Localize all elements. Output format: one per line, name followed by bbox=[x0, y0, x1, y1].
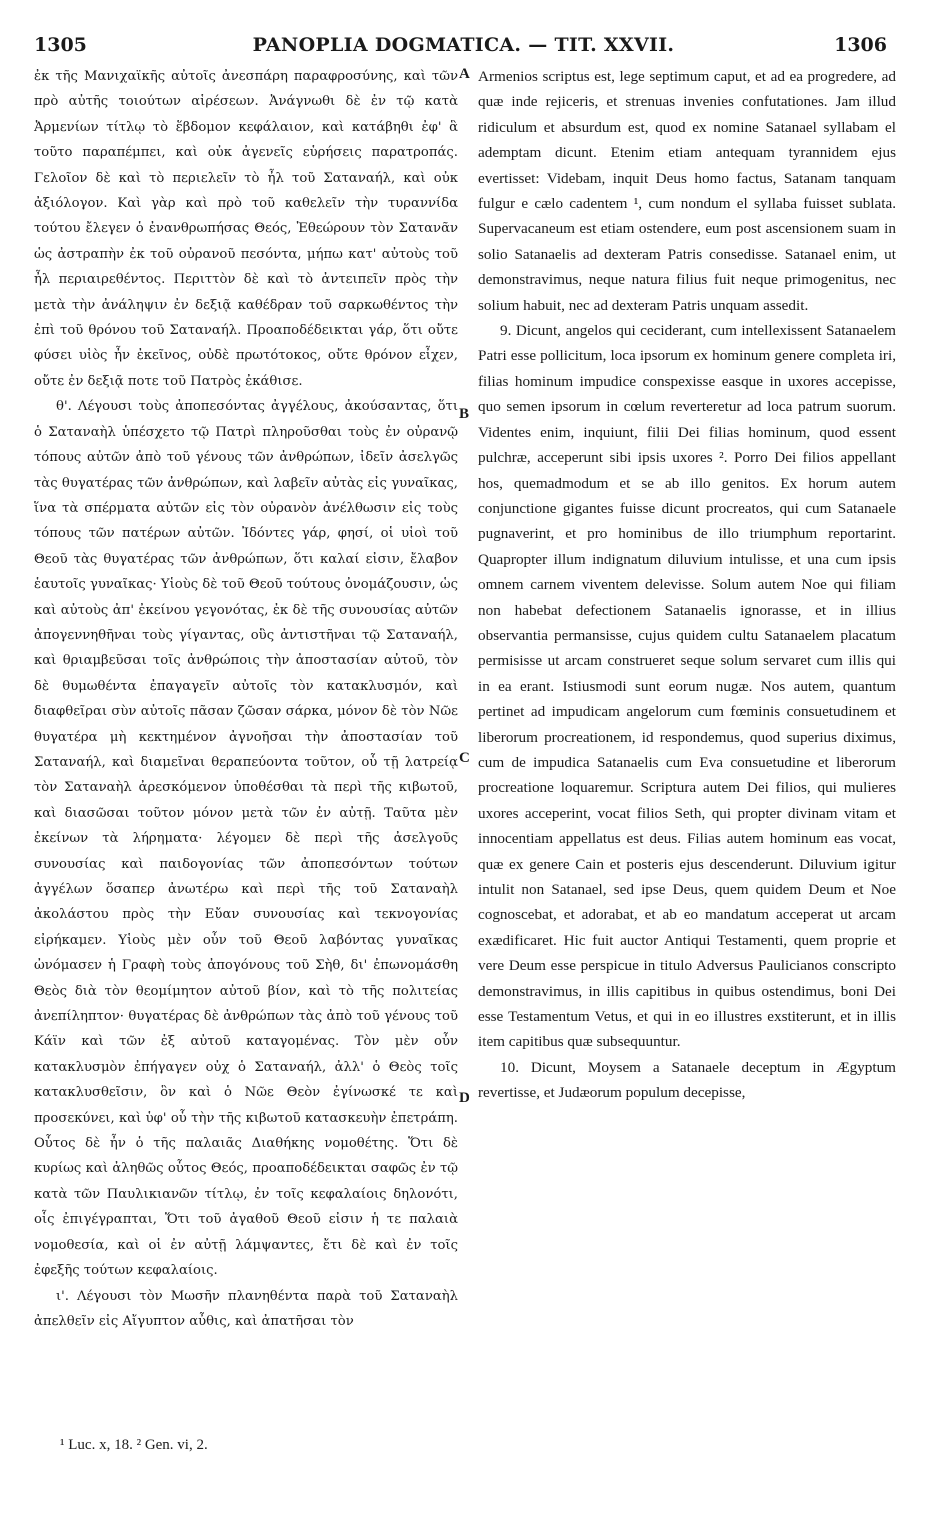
greek-paragraph-9: θ'. Λέγουσι τοὺς ἀποπεσόντας ἀγγέλους, ἀκούσαντας, ὅτι ὁ Σαταναὴλ ὑπέσχετο τῷ Πατρὶ πληροῦσθαι τοὺς ἐν οὐρανῷ τόπους αὐτῶν ἀπὸ τοῦ γένους τῶν ἀνθρώπων, ἰδεῖν ἀσελγῶς τὰς θυγατέρας τῶν ἀνθρώπων, καὶ λαβεῖν αὐτὰς εἰς γυναῖκας, ἵνα τὰ σπέρματα αὐτῶν εἰς τὸν οὐρανὸν ἀνέλθωσιν εἰς τοὺς τόπους τῶν πατέρων αὐτῶν. Ἰδόντες γάρ, φησί, οἱ υἱοὶ τοῦ Θεοῦ τὰς θυγατέρας τῶν ἀνθρώπων, ὅτι καλαί εἰσιν, ἔλαβον ἑαυτοῖς γυναῖκας· Υἱοὺς δὲ τοῦ Θεοῦ τούτους ὀνομάζουσιν, ὡς καὶ αὐτοὺς ἀπ' ἐκείνου γεγονότας, ἐκ δὲ τῆς συνουσίας αὐτῶν ἀπογεννηθῆναι τοὺς γίγαντας, οὓς ἀντιστῆναι τῷ Σαταναήλ, καὶ θριαμβεῦσαι τοῖς ἀνθρώποις τὴν ἀποστασίαν αὐτοῦ, τὸν δὲ θυμωθέντα ἐπαγαγεῖν αὐτοῖς τὸν κατακλυσμόν, καὶ διαφθεῖραι σὺν αὐτοῖς πᾶσαν ζῶσαν σάρκα, μόνον δὲ τὸν Νῶε θυγατέρα μὴ κεκτημένον ἀγνοῆσαι τὴν ἀποστασίαν τοῦ Σαταναήλ, καὶ διαμεῖναι θεραπεύοντα τοῦτον, οὗ τῇ λατρείᾳ τὸν Σαταναὴλ ἀρεσκόμενον ὑποθέσθαι τὰ περὶ τῆς κιβωτοῦ, καὶ διασῶσαι τοῦτον μόνον μετὰ τῶν ἐν αὐτῇ. Ταῦτα μὲν ἐκείνων τὰ λήρηματα· λέγομεν δὲ περὶ τῆς ἀσελγοῦς συνουσίας καὶ παιδογονίας τῶν ἀποπεσόντων τούτων ἀγγέλων ὅσαπερ ἀνωτέρω καὶ περὶ τῆς τοῦ Σαταναὴλ ἀκολάστου πρὸς τὴν Εὔαν συνουσίας καὶ τεκνογονίας εἰρήκαμεν. Υἱοὺς μὲν οὖν τοῦ Θεοῦ λαβόντας γυναῖκας ὠνόμασεν ἡ Γραφὴ τοὺς ἀπογόνους τοῦ Σὴθ, δι' ἐπωνομάσθη Θεὸς διὰ τὸν θεομίμητον αὐτοῦ βίον, καὶ τὸ τῆς πολιτείας ἀνεπίληπτον· θυγατέρας δὲ ἀνθρώπων τὰς ἀπὸ τοῦ γένους τοῦ Κάϊν καὶ τῶν ἐξ αὐτοῦ καταγομένας. Τὸν μὲν οὖν κατακλυσμὸν ἐπήγαγεν οὐχ ὁ Σαταναήλ, ἀλλ' ὁ Θεὸς τοῖς κατακλυσθεῖσιν, ὃν καὶ ὁ Νῶε Θεὸν ἐγίνωσκέ τε καὶ προσεκύνει, καὶ ὑφ' οὗ τὴν τῆς κιβωτοῦ κατασκευὴν ἐπετράπη. Οὗτος δὲ ἦν ὁ τῆς παλαιᾶς Διαθήκης νομοθέτης. Ὅτι δὲ κυρίως καὶ ἀληθῶς οὗτος Θεός, προαποδέδεικται σαφῶς ἐν τῷ κατὰ τῶν Παυλικιανῶν τίτλῳ, ἐν τοῖς κεφαλαίοις δηλονότι, οἷς ἐπιγέγραπται, Ὅτι τοῦ ἀγαθοῦ Θεοῦ εἰσιν ἡ τε παλαιὰ νομοθεσία, καὶ οἱ ἐν αὐτῇ λάμψαντες, ἔτι δὲ καὶ ἐν τοῖς ἐφεξῆς τούτων κεφαλαίοις. bbox=[34, 399, 459, 1279]
latin-column bbox=[478, 64, 896, 1106]
latin-paragraph-8: Armenios scriptus est, lege septimum caput, et ad ea progredere, ad quæ inde rejiceris, et strenuas invenies confutationes. Jam illud ridiculum et absurdum est, quod ex nomine Satanael syllabam el ademptam dicunt. Etenim etiam antequam tyrannidem ejus evertisset: Videbam, inquit Deus homo factus, Satanam tanquam fulgur e cælo cadentem ¹, cum nondum el syllaba fuisset sublata. Supervacaneum est etiam ostendere, eum post ascensionem suam in solio Satanaelis ad dexteram Patris consedisse. Satanael enim, ut demonstravimus, neque natura filius fuit neque primogenitus, nec solium habuit, nec ad dexteram Patris unquam assedit. bbox=[478, 68, 896, 314]
margin-marker-c: C bbox=[459, 750, 470, 766]
margin-marker-b: B bbox=[459, 406, 470, 422]
margin-marker-d: D bbox=[459, 1090, 470, 1106]
greek-column bbox=[34, 64, 458, 1334]
latin-paragraph-9: 9. Dicunt, angelos qui ceciderant, cum intellexissent Satanaelem Patri esse pollicitum, loca ipsorum ex hominum genere completa iri, filias hominum impudice conspexisse easque in uxores accepisse, quo semen ipsorum in cœlum reverteretur ad loca patrum suorum. Videntes enim, inquiunt, filii Dei filias hominum, quod essent pulchræ, acceperunt sibi ipsis uxores ². Porro Dei filios appellant hos, quemadmodum et se ab illo genitos. Ex horum autem conjunctione gigantes fuisse dicunt procreatos, qui cum Satanaele pugnaverint, et pro hominibus de illo triumphum reportarint. Quapropter illum indignatum diluvium intulisse, et una cum ipsis omnem carnem viventem delevisse. Solum autem Noe qui filiam non habebat defectionem Satanaelis ignorasse, et in illius observantia permansisse, cujus quidem cultu Satanaelem placatum permisisse ut arcam construeret seque solum servaret cum illis qui in ea erant. Istiusmodi sunt eorum nugæ. Nos autem, quantum pertinet ad impudicam angelorum cum fœminis consuetudinem et liberorum procreationem, id respondemus, quod superius diximus, cum de impudica Satanaelis cum Eva consuetudine et liberorum procreatione loquaremur. Scriptura autem Dei filios, qui mulieres uxores acceperint, vocat filios Seth, qui propter divinam vitam et innocentiam appellatus est deus. Filias autem hominum eas vocat, quæ ex genere Cain et posteris ejus descenderunt. Diluvium igitur intulit non Satanael, sed ipse Deus, quem quidem Deum et Noe cognoscebat, et adorabat, et ab eo mandatum acceperat ut arcam exædificaret. Hic fuit auctor Antiqui Testamenti, quem proprie et vere Deum esse perspicue in titulo Adversus Paulicianos conscripto demonstravimus, in illis capitibus in quibus ostendimus, boni Dei esse Testamentum Vetus, et qui in eo illustres exstiterunt, et in illis item capitibus quæ subsequuntur. bbox=[478, 322, 896, 1051]
latin-paragraph-10: 10. Dicunt, Moysem a Satanaele deceptum in Ægyptum revertisse, et Judæorum populum decepisse, bbox=[478, 1058, 896, 1102]
greek-paragraph-8: ἐκ τῆς Μανιχαϊκῆς αὐτοῖς ἀνεσπάρη παραφροσύνης, καὶ τῶν πρὸ αὐτῆς τοιούτων αἱρέσεων. Ἀνάγνωθι δὲ ἐν τῷ κατὰ Ἀρμενίων τίτλῳ τὸ ἕβδομον κεφάλαιον, καὶ κατάβηθι ἐφ' ἃ τοῦτο παραπέμπει, καὶ οὐκ ἀγενεῖς εὑρήσεις παρατροπάς. Γελοῖον δὲ καὶ τὸ περιελεῖν τὸ ἦλ τοῦ Σαταναήλ, καὶ οὐκ ἀξιόλογον. Καὶ γὰρ καὶ πρὸ τοῦ καθελεῖν τὴν τυραννίδα τούτου ἔλεγεν ὁ ἐνανθρωπήσας Θεός, Ἐθεώρουν τὸν Σατανᾶν ὡς ἀστραπὴν ἐκ τοῦ οὐρανοῦ πεσόντα, μήπω κατ' αὐτοὺς τοῦ ἦλ περιαιρεθέντος. Περιττὸν δὲ καὶ τὸ ἀντειπεῖν πρὸς τὴν μετὰ τὴν ἀνάληψιν ἐν δεξιᾷ καθέδραν τοῦ σαρκωθέντος τὴν ἐπὶ τοῦ θρόνου τοῦ Σαταναήλ. Προαποδέδεικται γάρ, ὅτι οὔτε φύσει υἱὸς ἦν ἐκεῖνος, οὐδὲ πρωτότοκος, οὔτε θρόνον εἶχεν, οὔτε ἐν δεξιᾷ ποτε τοῦ Πατρὸς ἐκάθισε. bbox=[34, 69, 458, 389]
margin-marker-a: A bbox=[459, 66, 470, 82]
right-page-number: 1306 bbox=[834, 34, 887, 56]
running-title: PANOPLIA DOGMATICA. — TIT. XXVII. bbox=[252, 34, 675, 56]
footnotes: ¹ Luc. x, 18. ² Gen. vi, 2. bbox=[60, 1437, 208, 1453]
greek-paragraph-10: ι'. Λέγουσι τὸν Μωσῆν πλανηθέντα παρὰ τοῦ Σαταναὴλ ἀπελθεῖν εἰς Αἴγυπτον αὖθις, καὶ ἀπατῆσαι τὸν bbox=[34, 1288, 458, 1329]
left-page-number: 1305 bbox=[34, 34, 87, 56]
